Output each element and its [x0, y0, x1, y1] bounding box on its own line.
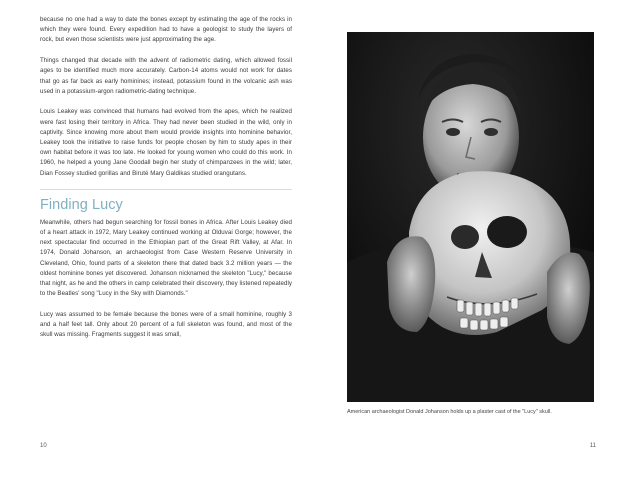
eye-right — [484, 128, 498, 136]
page-number-right: 11 — [589, 443, 596, 449]
photo-caption: American archaeologist Donald Johanson holds up a plaster cast of the "Lucy" skull. — [347, 409, 552, 415]
section-divider — [40, 189, 292, 190]
skull-eye-socket — [487, 216, 527, 248]
page-number-left: 10 — [40, 443, 47, 449]
body-text-column — [40, 15, 292, 341]
paragraph: Meanwhile, others had begun searching for fossil bones in Africa. After Louis Leakey died of a heart attack in 1972, Mary Leakey continued working at Olduvai Gorge; however, the next spectacular find occurred in the Ethiopian part of the Great Rift Valley, at Afar. In 1974, Donald Johanson, an archaeologist from Case Western Reserve University in Cleveland, Ohio, found parts of a skeleton there that dated back 3.2 million years — the oldest hominine bones yet discovered. Johanson nicknamed the skeleton "Lucy," because that night, as he and the others in camp celebrated their discovery, they listened repeatedly to the Beatles' song "Lucy in the Sky with Diamonds." — [40, 218, 293, 298]
paragraph: because no one had a way to date the bones except by estimating the age of the rocks in which they were found. Every expedition had to have a geologist to study the layers of rock, but even those scientists were just approximating the age. — [40, 16, 292, 44]
skull-eye-socket — [451, 225, 479, 249]
paragraph: Lucy was assumed to be female because the bones were of a small hominine, roughly 3 and a half feet tall. Only about 20 percent of a full skeleton was found, and most of the skull was missing. Fragments suggest it was small, — [40, 310, 292, 339]
eye-left — [446, 128, 460, 136]
section-heading: Finding Lucy — [40, 196, 123, 213]
paragraph: Things changed that decade with the advent of radiometric dating, which allowed fossil ages to be identified much more accurately. Carbon-14 atoms would not work for dates that go as far back as early hominines; instead, potassium found in the volcanic ash was used in a potassium-argon radiometric-dating technique. — [40, 57, 292, 95]
photo-johanson-with-skull — [347, 32, 594, 402]
paragraph: Louis Leakey was convinced that humans had evolved from the apes, which he realized were fast losing their territory in Africa. They had never been studied in the wild, only in captivity. Since knowing more about them would provide insights into hominine behavior, Leakey took the initiative to raise funds for people chosen by him to study apes in their own habitat before it was too late. He looked for young women who could do this work. In 1960, he helped a young Jane Goodall begin her study of chimpanzees in the wild; later, Dian Fossey studied gorillas and Biruté Mary Galdikas studied orangutans. — [40, 108, 292, 177]
right-page — [319, 0, 638, 480]
photo-illustration — [347, 32, 594, 402]
